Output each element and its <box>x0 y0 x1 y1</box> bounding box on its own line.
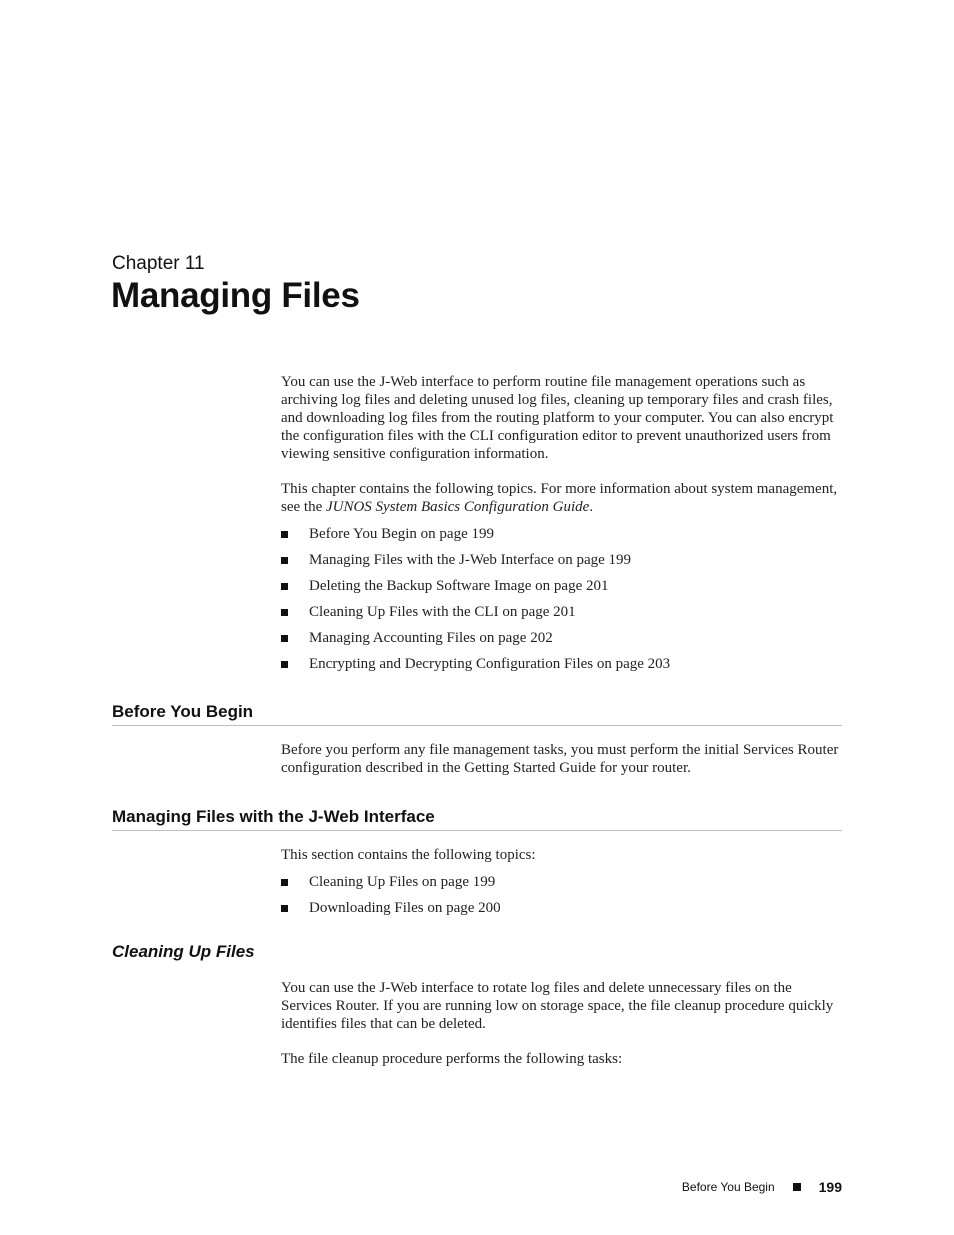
topic-item[interactable] <box>281 577 843 603</box>
topic-item[interactable] <box>281 603 843 629</box>
topics-intro-suffix: . <box>589 499 594 515</box>
topic-link[interactable]: Managing Files with the J-Web Interface on page 199 <box>309 552 632 568</box>
footer-section-title: Before You Begin <box>681 1180 775 1194</box>
topic-link[interactable]: Before You Begin on page 199 <box>309 526 494 542</box>
bullet-icon <box>281 557 288 564</box>
page-footer <box>682 1179 842 1195</box>
topic-item[interactable] <box>281 551 843 577</box>
page-number: 199 <box>818 1179 842 1195</box>
topic-item[interactable] <box>281 525 843 551</box>
jweb-topics-list <box>281 873 843 925</box>
bullet-icon <box>281 661 288 668</box>
bullet-icon <box>281 531 288 538</box>
guide-title: JUNOS System Basics Configuration Guide <box>325 499 590 515</box>
cleaning-tasks-paragraph: The file cleanup procedure performs the following tasks: <box>281 1051 623 1067</box>
bullet-icon <box>281 583 288 590</box>
topic-link[interactable]: Cleaning Up Files with the CLI on page 201 <box>309 604 576 620</box>
bullet-icon <box>281 905 288 912</box>
topic-link[interactable]: Cleaning Up Files on page 199 <box>309 874 496 890</box>
topic-item[interactable] <box>281 655 843 681</box>
topic-item[interactable] <box>281 629 843 655</box>
bullet-icon <box>281 879 288 886</box>
section-heading-jweb: Managing Files with the J-Web Interface <box>112 807 842 831</box>
chapter-label: Chapter 11 <box>112 253 205 274</box>
topics-intro-text: This chapter contains the following topics. For more information about system management, see the <box>281 481 838 515</box>
topic-link[interactable]: Encrypting and Decrypting Configuration Files on page 203 <box>309 656 671 672</box>
topic-item[interactable] <box>281 899 843 925</box>
topic-item[interactable] <box>281 873 843 899</box>
chapter-title: Managing Files <box>111 276 360 315</box>
section-heading-before-you-begin: Before You Begin <box>112 702 842 726</box>
subsection-heading-cleaning: Cleaning Up Files <box>112 942 255 961</box>
topic-link[interactable]: Downloading Files on page 200 <box>309 900 501 916</box>
cleaning-paragraph: You can use the J-Web interface to rotate log files and delete unnecessary files on the Services Router. If you are running low on storage space, the file cleanup procedure quickly identifies files that can be deleted. <box>281 980 834 1032</box>
topic-link[interactable]: Managing Accounting Files on page 202 <box>309 630 553 646</box>
chapter-topics-list <box>281 525 843 681</box>
jweb-intro-paragraph: This section contains the following topics: <box>281 847 536 863</box>
footer-separator-icon <box>793 1183 801 1191</box>
bullet-icon <box>281 635 288 642</box>
bullet-icon <box>281 609 288 616</box>
before-you-begin-paragraph: Before you perform any file management tasks, you must perform the initial Services Router configuration described in the Getting Started Guide for your router. <box>281 742 839 776</box>
topic-link[interactable]: Deleting the Backup Software Image on page 201 <box>309 578 609 594</box>
intro-paragraph: You can use the J-Web interface to perform routine file management operations such as archiving log files and deleting unused log files, cleaning up temporary files and crash files, and downloading log files from the routing platform to your computer. You can also encrypt the configuration files with the CLI configuration editor to prevent unauthorized users from viewing sensitive configuration information. <box>281 374 834 462</box>
topics-intro-paragraph <box>281 480 843 516</box>
